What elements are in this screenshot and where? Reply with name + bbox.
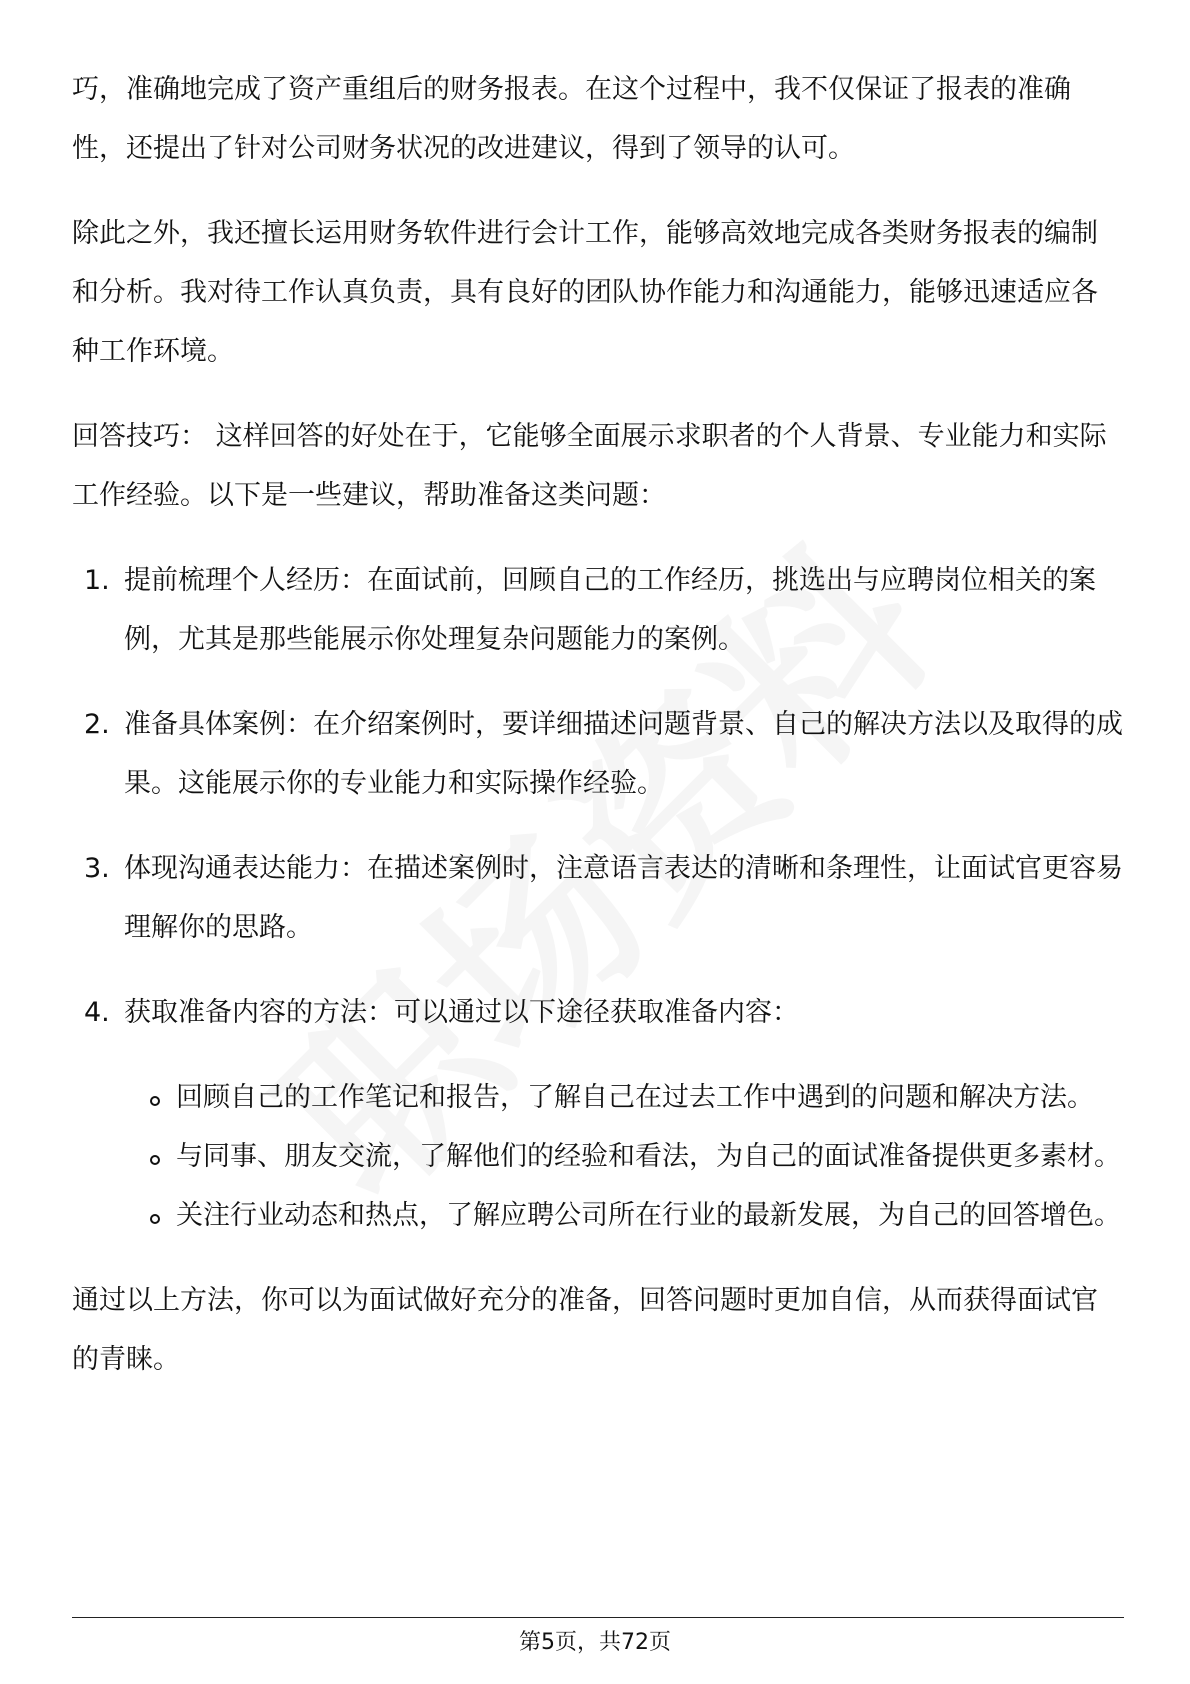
list-item	[72, 983, 1124, 1042]
hollow-circle-bullet-icon	[150, 1155, 160, 1165]
bullet-sublist	[72, 1068, 1124, 1245]
list-number: 3.	[84, 853, 110, 884]
sub-list-item-text: 回顾自己的工作笔记和报告，了解自己在过去工作中遇到的问题和解决方法。	[176, 1082, 1094, 1113]
list-item-text: 获取准备内容的方法：可以通过以下途径获取准备内容：	[124, 997, 799, 1028]
list-item	[72, 839, 1124, 957]
closing-paragraph: 通过以上方法，你可以为面试做好充分的准备，回答问题时更加自信，从而获得面试官的青睐。	[72, 1285, 1098, 1375]
list-item-text: 准备具体案例：在介绍案例时，要详细描述问题背景、自己的解决方法以及取得的成果。这能展示你的专业能力和实际操作经验。	[124, 709, 1123, 799]
list-item-text: 提前梳理个人经历：在面试前，回顾自己的工作经历，挑选出与应聘岗位相关的案例，尤其是那些能展示你处理复杂问题能力的案例。	[124, 565, 1096, 655]
sub-list-item	[72, 1186, 1124, 1245]
sub-list-item-text: 关注行业动态和热点，了解应聘公司所在行业的最新发展，为自己的回答增色。	[176, 1200, 1121, 1231]
hollow-circle-bullet-icon	[150, 1096, 160, 1106]
paragraph-2: 除此之外，我还擅长运用财务软件进行会计工作，能够高效地完成各类财务报表的编制和分析。我对待工作认真负责，具有良好的团队协作能力和沟通能力，能够迅速适应各种工作环境。	[72, 218, 1098, 367]
page-number: 第5页，共72页	[519, 1630, 671, 1655]
sub-list-item	[72, 1127, 1124, 1186]
list-number: 2.	[84, 709, 110, 740]
document-body	[72, 60, 1124, 1415]
paragraph-1: 巧，准确地完成了资产重组后的财务报表。在这个过程中，我不仅保证了报表的准确性，还提出了针对公司财务状况的改进建议，得到了领导的认可。	[72, 74, 1071, 164]
list-item	[72, 695, 1124, 813]
list-number: 1.	[84, 565, 110, 596]
footer-divider	[72, 1617, 1124, 1618]
hollow-circle-bullet-icon	[150, 1214, 160, 1224]
sub-list-item-text: 与同事、朋友交流，了解他们的经验和看法，为自己的面试准备提供更多素材。	[176, 1141, 1121, 1172]
list-number: 4.	[84, 997, 110, 1028]
paragraph-tips: 回答技巧： 这样回答的好处在于，它能够全面展示求职者的个人背景、专业能力和实际工作经验。以下是一些建议，帮助准备这类问题：	[72, 421, 1107, 511]
list-item-text: 体现沟通表达能力：在描述案例时，注意语言表达的清晰和条理性，让面试官更容易理解你的思路。	[124, 853, 1123, 943]
list-item	[72, 551, 1124, 669]
numbered-list	[72, 551, 1124, 1042]
sub-list-item	[72, 1068, 1124, 1127]
